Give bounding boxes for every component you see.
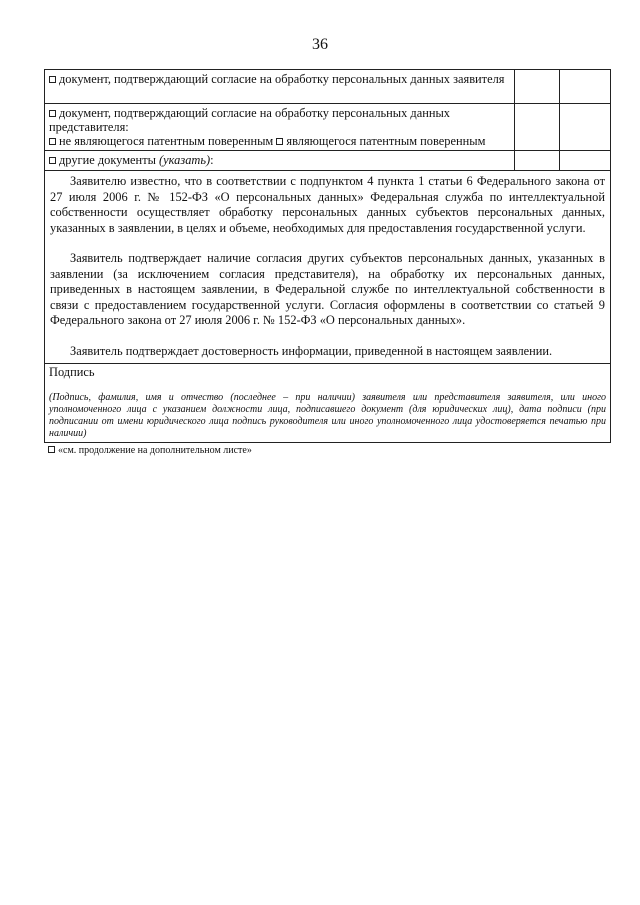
- row-other-documents: [45, 151, 515, 171]
- copies-cell[interactable]: [515, 70, 560, 104]
- checkbox-continuation[interactable]: [48, 446, 55, 453]
- row-label: другие документы: [59, 153, 156, 167]
- sheets-cell[interactable]: [560, 151, 611, 171]
- row-consent-applicant: [45, 70, 515, 104]
- row-label: документ, подтверждающий согласие на обработку персональных данных представителя:: [49, 106, 451, 134]
- info-paragraph: Заявитель подтверждает достоверность информации, приведенной в настоящем заявлении.: [70, 343, 553, 358]
- copies-cell[interactable]: [515, 104, 560, 151]
- option-label: являющегося патентным поверенным: [286, 134, 486, 148]
- signature-note: (Подпись, фамилия, имя и отчество (последнее – при наличии) заявителя или представителя заявителя, или иного уполномоченного лица с указанием должности лица, подписавшего документ (для юридических лиц), дата подписи (при подписании от имени юридического лица подпись руководителя или иного уполномоченного лица удостоверяется печатью при наличии): [49, 392, 606, 439]
- info-paragraph: Заявитель подтверждает наличие согласия других субъектов персональных данных, указанных в заявлении (за исключением согласия представителя), на обработку их персональных данных, приведенных в настоящем заявлении, в Федеральной службе по интеллектуальной собственности в связи с предоставлением государственной услуги. Согласия оформлены в соответствии со статьей 9 Федерального закона от 27 июля 2006 г. № 152-ФЗ «О персональных данных».: [50, 251, 605, 327]
- continuation-note: [48, 445, 252, 457]
- row-colon: :: [210, 153, 214, 167]
- sheets-cell[interactable]: [560, 70, 611, 104]
- table-row: [45, 104, 611, 151]
- table-row: [45, 171, 611, 364]
- checkbox-patent-attorney[interactable]: [276, 138, 283, 145]
- checkbox-not-patent-attorney[interactable]: [49, 138, 56, 145]
- signature-area[interactable]: [45, 364, 611, 443]
- row-consent-representative: [45, 104, 515, 151]
- option-label: не являющегося патентным поверенным: [59, 134, 274, 148]
- checkbox-other-documents[interactable]: [49, 157, 56, 164]
- table-row: [45, 364, 611, 443]
- table-row: [45, 151, 611, 171]
- checkbox-consent-applicant[interactable]: [49, 76, 56, 83]
- sheets-cell[interactable]: [560, 104, 611, 151]
- table-row: [45, 70, 611, 104]
- row-label: документ, подтверждающий согласие на обработку персональных данных заявителя: [59, 72, 505, 86]
- document-list-table: [44, 69, 611, 443]
- row-hint: (указать): [159, 153, 211, 167]
- copies-cell[interactable]: [515, 151, 560, 171]
- info-paragraph: Заявителю известно, что в соответствии с подпунктом 4 пункта 1 статьи 6 Федерального закона от 27 июля 2006 г. № 152-ФЗ «О персональных данных» Федеральная служба по интеллектуальной собственности осуществляет обработку персональных данных субъектов персональных данных, указанных в заявлении, в целях и объеме, необходимых для предоставления государственной услуги.: [50, 174, 605, 235]
- continuation-label: «см. продолжение на дополнительном листе»: [58, 445, 252, 456]
- personal-data-info: [45, 171, 611, 364]
- checkbox-consent-representative[interactable]: [49, 110, 56, 117]
- page-number: 36: [312, 36, 328, 53]
- signature-label: Подпись: [49, 365, 95, 379]
